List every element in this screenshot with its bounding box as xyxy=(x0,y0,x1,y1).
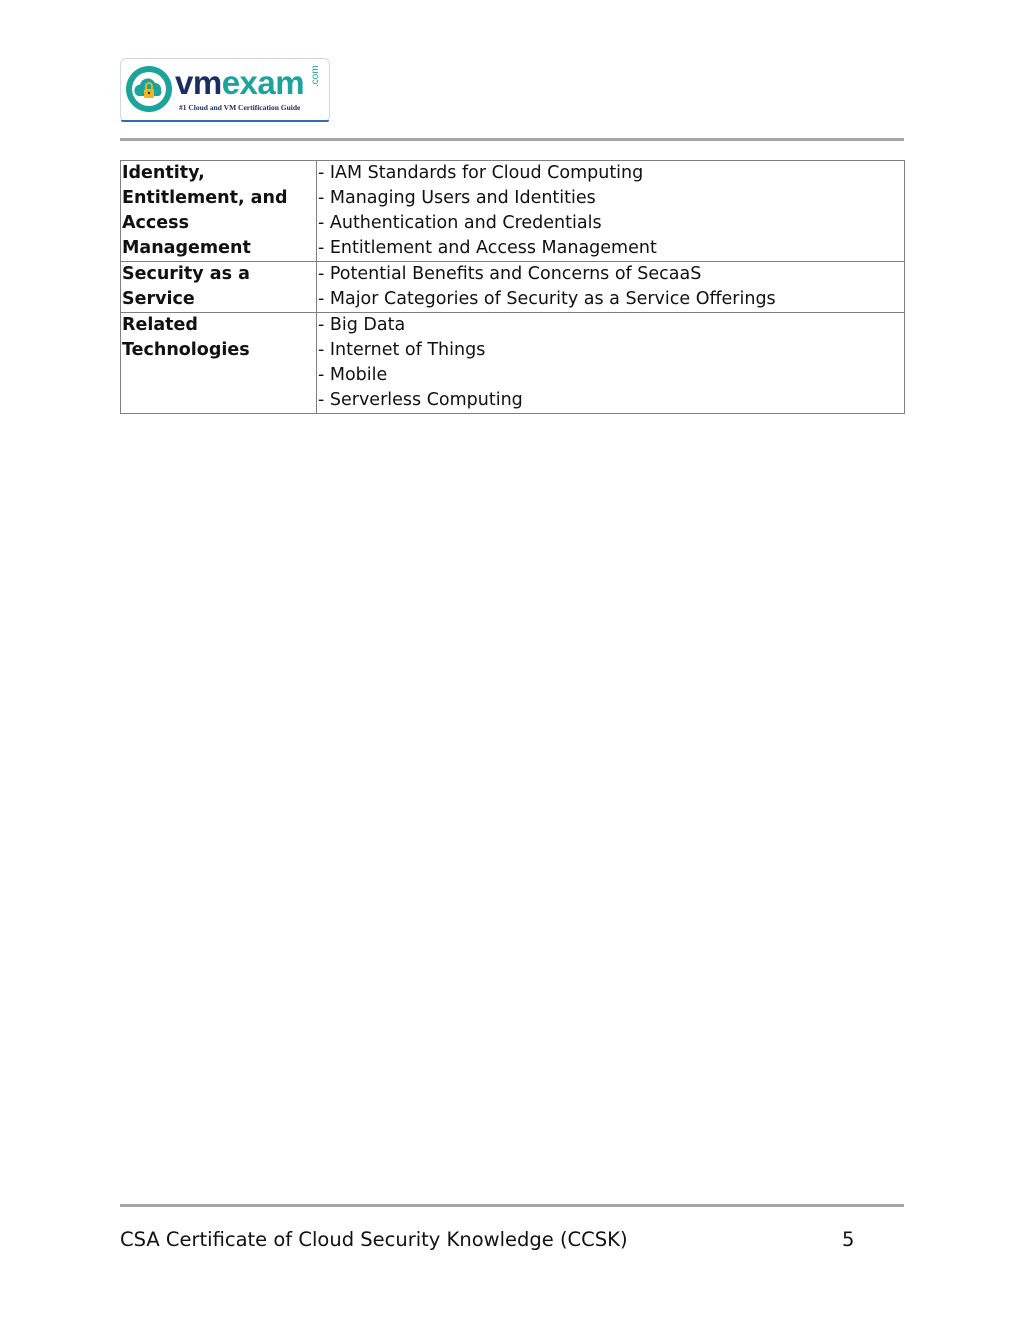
subtopic-item: - Major Categories of Security as a Service Offerings xyxy=(318,289,776,309)
topic-cell: Security as a Service xyxy=(121,262,317,313)
header-divider xyxy=(120,138,904,141)
topic-cell: Identity, Entitlement, and Access Management xyxy=(121,161,317,262)
subtopic-item: - IAM Standards for Cloud Computing xyxy=(318,163,644,183)
subtopics-cell xyxy=(317,262,905,313)
table-row xyxy=(121,262,905,313)
table-row xyxy=(121,313,905,414)
page-number: 5 xyxy=(842,1228,855,1251)
subtopics-cell xyxy=(317,313,905,414)
syllabus-table xyxy=(120,160,905,414)
subtopic-item: - Internet of Things xyxy=(318,340,486,360)
logo-underline xyxy=(121,120,329,122)
subtopic-item: - Entitlement and Access Management xyxy=(318,238,657,258)
topic-cell: Related Technologies xyxy=(121,313,317,414)
subtopic-item: - Managing Users and Identities xyxy=(318,188,596,208)
footer-title: CSA Certificate of Cloud Security Knowledge (CCSK) xyxy=(120,1228,628,1251)
logo-tagline: #1 Cloud and VM Certification Guide xyxy=(179,103,301,112)
subtopics-cell xyxy=(317,161,905,262)
table-row xyxy=(121,161,905,262)
footer-divider xyxy=(120,1204,904,1207)
vmexam-logo xyxy=(120,58,330,122)
subtopic-item: - Authentication and Credentials xyxy=(318,213,602,233)
subtopic-item: - Mobile xyxy=(318,365,388,385)
logo-wordmark: vmexam xyxy=(175,64,305,101)
cloud-lock-icon xyxy=(121,59,177,121)
subtopic-item: - Serverless Computing xyxy=(318,390,523,410)
logo-domain: .com xyxy=(310,65,321,87)
subtopic-item: - Potential Benefits and Concerns of SecaaS xyxy=(318,264,702,284)
subtopic-item: - Big Data xyxy=(318,315,406,335)
